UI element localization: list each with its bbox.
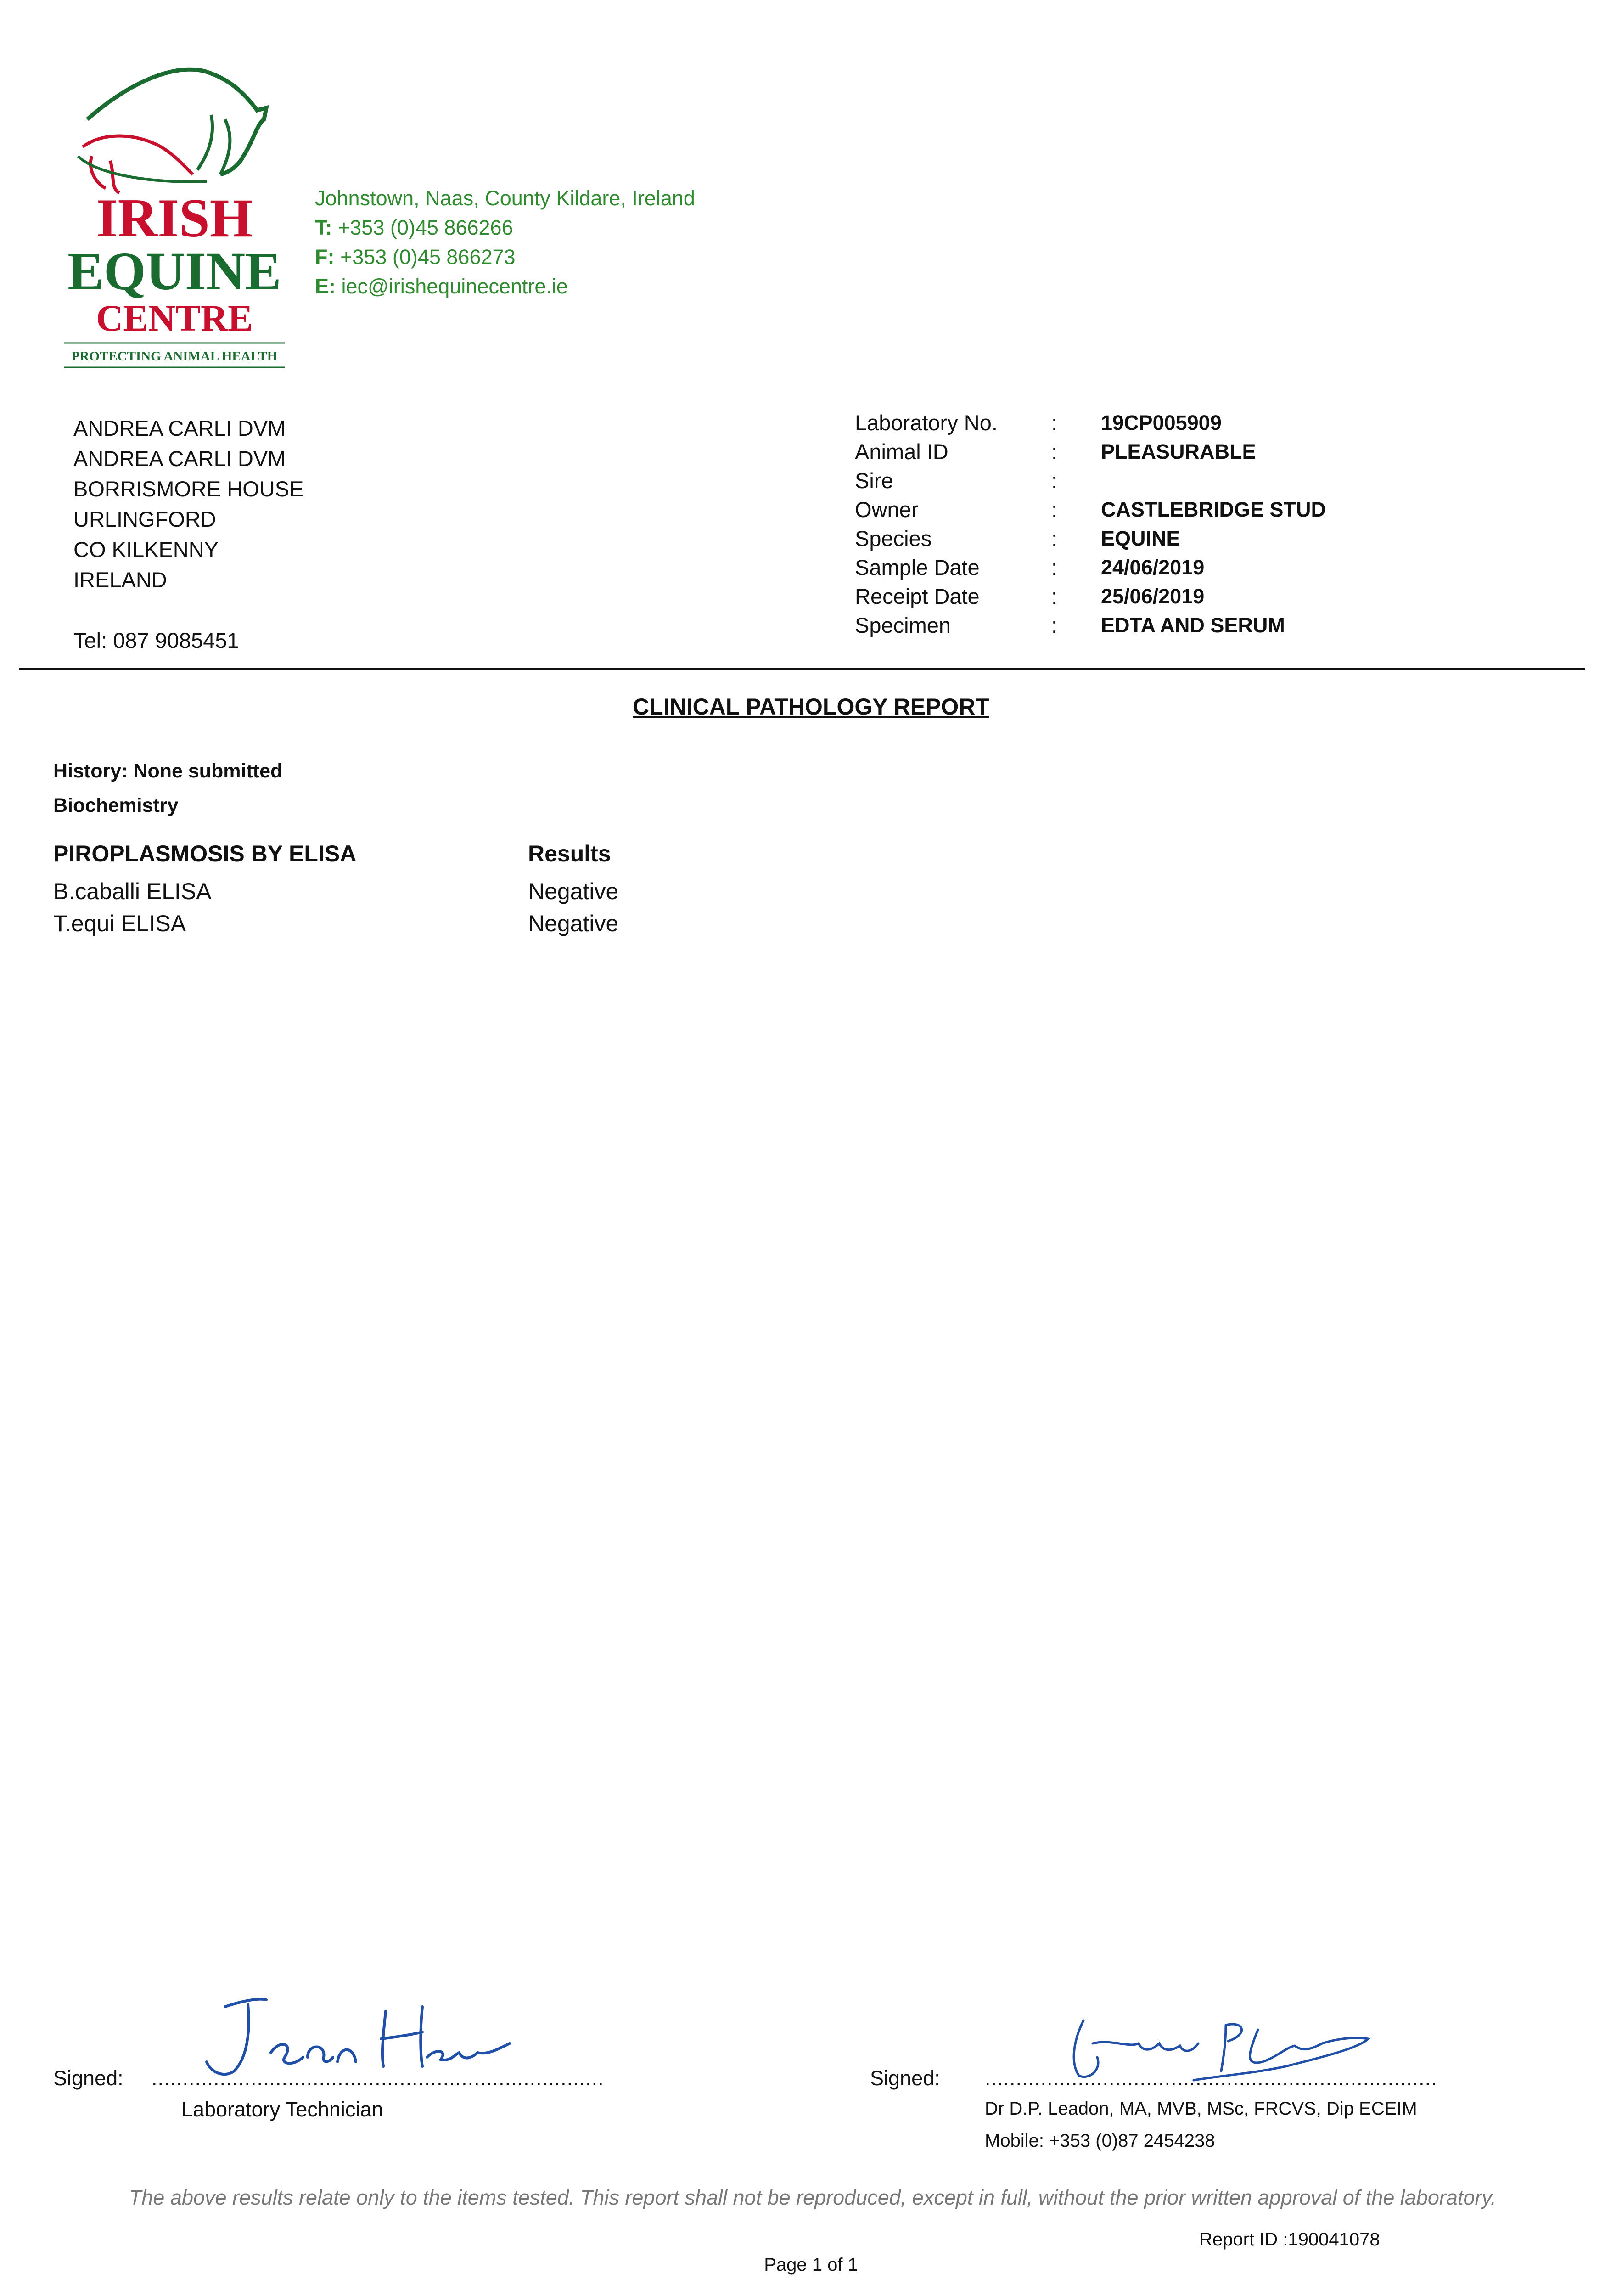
info-value-sample-date: 24/06/2019 <box>1101 556 1205 579</box>
centre-phone <box>315 213 513 242</box>
info-label-receipt-date: Receipt Date <box>855 584 980 608</box>
info-label-sample-date: Sample Date <box>855 555 980 580</box>
info-colon: : <box>1051 613 1058 637</box>
info-label-lab-no: Laboratory No. <box>855 411 998 435</box>
test-name: B.caballi ELISA <box>53 878 212 904</box>
fax-label: F: <box>315 245 335 269</box>
recipient-line: BORRISMORE HOUSE <box>73 477 304 501</box>
info-value-lab-no: 19CP005909 <box>1101 411 1222 434</box>
info-value-species: EQUINE <box>1101 527 1180 550</box>
info-label-owner: Owner <box>855 497 919 522</box>
info-value-receipt-date: 25/06/2019 <box>1101 585 1205 608</box>
info-colon: : <box>1051 497 1058 522</box>
recipient-line: IRELAND <box>73 568 167 592</box>
signed-label-left: Signed: <box>53 2066 123 2090</box>
test-group-header: PIROPLASMOSIS BY ELISA <box>53 841 357 867</box>
centre-address: Johnstown, Naas, County Kildare, Ireland <box>315 186 695 210</box>
info-colon: : <box>1051 526 1058 551</box>
fax-value: +353 (0)45 866273 <box>340 245 516 269</box>
signature-line-left: ......................................................................... <box>152 2066 604 2090</box>
director-name: Dr D.P. Leadon, MA, MVB, MSc, FRCVS, Dip ECEIM <box>985 2099 1417 2119</box>
recipient-line: ANDREA CARLI DVM <box>73 446 286 471</box>
signed-label-right: Signed: <box>870 2066 940 2090</box>
info-label-specimen: Specimen <box>855 613 951 637</box>
director-signature-icon <box>1047 2011 1377 2089</box>
info-colon: : <box>1051 411 1058 435</box>
logo-word-centre: CENTRE <box>96 297 253 339</box>
info-value-owner: CASTLEBRIDGE STUD <box>1101 498 1326 521</box>
recipient-line: URLINGFORD <box>73 507 216 531</box>
test-result: Negative <box>528 911 619 936</box>
results-header: Results <box>528 841 611 867</box>
disclaimer: The above results relate only to the items tested. This report shall not be reproduced, except in full, without the prior written approval of the laboratory. <box>129 2186 1497 2209</box>
centre-email <box>315 272 568 301</box>
technician-role: Laboratory Technician <box>181 2098 383 2121</box>
email-value: iec@irishequinecentre.ie <box>341 275 568 298</box>
page-number: Page 1 of 1 <box>764 2255 858 2275</box>
info-label-animal-id: Animal ID <box>855 439 949 464</box>
info-colon: : <box>1051 439 1058 464</box>
info-value-specimen: EDTA AND SERUM <box>1101 613 1285 637</box>
logo-word-equine: EQUINE <box>67 241 281 301</box>
info-colon: : <box>1051 555 1058 580</box>
phone-label: T: <box>315 216 332 239</box>
email-label: E: <box>315 275 336 298</box>
technician-signature-icon <box>193 1993 514 2089</box>
logo-tagline: PROTECTING ANIMAL HEALTH <box>71 349 278 364</box>
info-colon: : <box>1051 468 1058 493</box>
signature-line-right: ......................................................................... <box>985 2066 1437 2090</box>
test-name: T.equi ELISA <box>53 911 186 936</box>
report-title: CLINICAL PATHOLOGY REPORT <box>633 694 989 720</box>
irish-equine-centre-logo <box>60 64 289 377</box>
info-colon: : <box>1051 584 1058 608</box>
report-id: Report ID :190041078 <box>1199 2229 1380 2250</box>
test-result: Negative <box>528 878 619 904</box>
info-label-species: Species <box>855 526 932 551</box>
section-heading: Biochemistry <box>53 794 179 816</box>
phone-value: +353 (0)45 866266 <box>338 216 513 239</box>
history-line: History: None submitted <box>53 760 283 782</box>
info-label-sire: Sire <box>855 468 893 493</box>
director-mobile: Mobile: +353 (0)87 2454238 <box>985 2131 1215 2151</box>
centre-fax <box>315 242 516 272</box>
recipient-line: ANDREA CARLI DVM <box>73 416 286 440</box>
recipient-line: CO KILKENNY <box>73 537 219 562</box>
info-value-animal-id: PLEASURABLE <box>1101 440 1256 463</box>
horse-logo-icon <box>60 64 289 377</box>
logo-word-irish: IRISH <box>96 187 253 248</box>
header-divider <box>19 668 1585 670</box>
recipient-tel: Tel: 087 9085451 <box>73 628 239 653</box>
